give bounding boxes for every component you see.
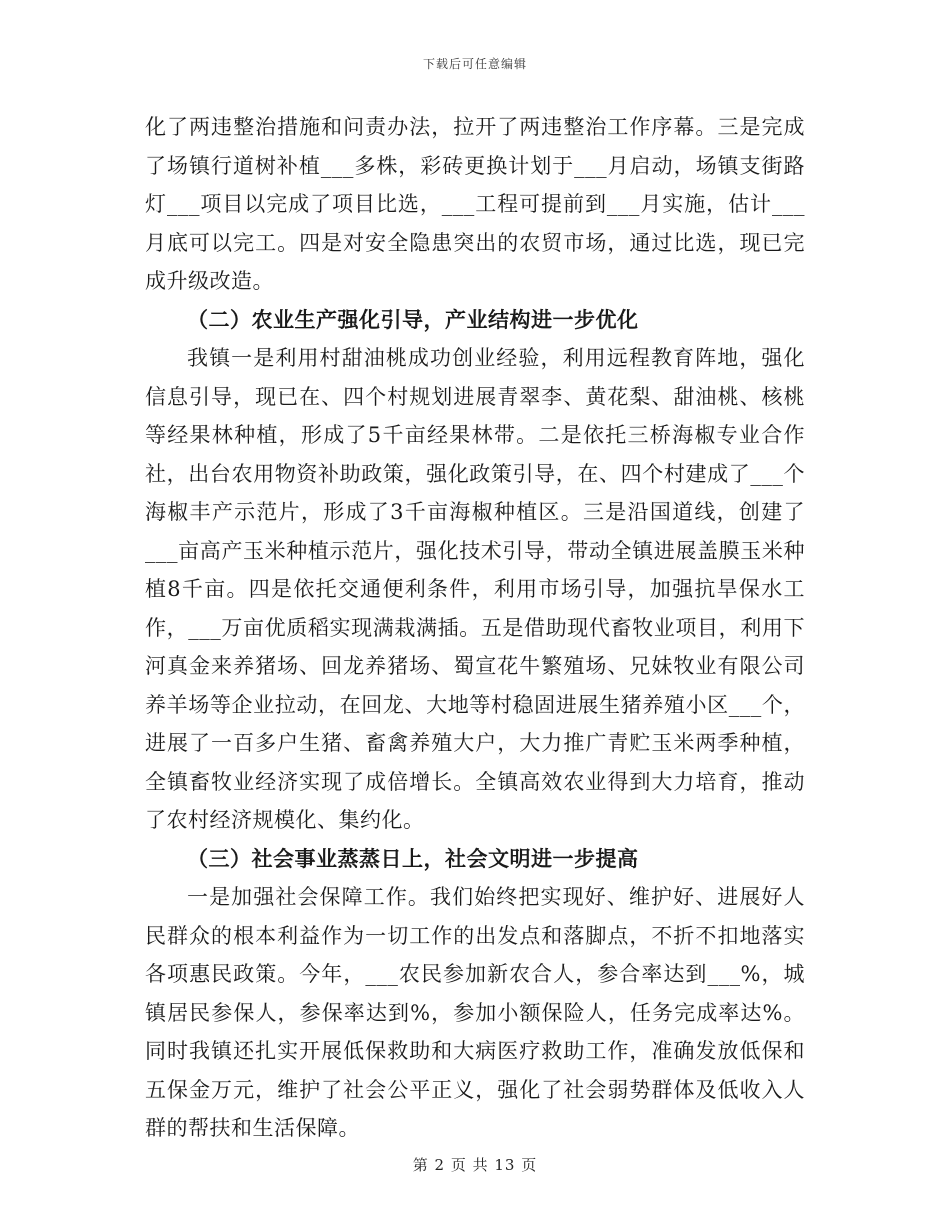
document-body [145,108,805,1148]
header-note: 下载后可任意编辑 [422,57,527,71]
paragraph-agriculture: 我镇一是利用村甜油桃成功创业经验，利用远程教育阵地，强化信息引导，现已在、四个村规划进展青翠李、黄花梨、甜油桃、核桃等经果林种植，形成了5千亩经果林带。二是依托三桥海椒专业合作社，出台农用物资补助政策，强化政策引导，在、四个村建成了___个海椒丰产示范片，形成了3千亩海椒种植区。三是沿国道线，创建了___亩高产玉米种植示范片，强化技术引导，带动全镇进展盖膜玉米种植8千亩。四是依托交通便利条件，利用市场引导，加强抗旱保水工作，___万亩优质稻实现满栽满插。五是借助现代畜牧业项目，利用下河真金来养猪场、回龙养猪场、蜀宣花牛繁殖场、兄妹牧业有限公司养羊场等企业拉动，在回龙、大地等村稳固进展生猪养殖小区___个，进展了一百多户生猪、畜禽养殖大户，大力推广青贮玉米两季种植，全镇畜牧业经济实现了成倍增长。全镇高效农业得到大力培育，推动了农村经济规模化、集约化。 [145,346,805,832]
section-heading-social: （三）社会事业蒸蒸日上，社会文明进一步提高 [187,845,639,871]
paragraph-continuation: 化了两违整治措施和问责办法，拉开了两违整治工作序幕。三是完成了场镇行道树补植___多株，彩砖更换计划于___月启动，场镇支街路灯___项目以完成了项目比选，___工程可提前到___月实施，估计___月底可以完工。四是对安全隐患突出的农贸市场，通过比选，现已完成升级改造。 [145,115,805,293]
page-number-footer: 第 2 页 共 13 页 [412,1156,538,1174]
section-heading-agriculture: （二）农业生产强化引导，产业结构进一步优化 [187,306,639,332]
paragraph-social: 一是加强社会保障工作。我们始终把实现好、维护好、进展好人民群众的根本利益作为一切工作的出发点和落脚点，不折不扣地落实各项惠民政策。今年，___农民参加新农合人，参合率达到___%，城镇居民参保人，参保率达到%，参加小额保险人，任务完成率达%。同时我镇还扎实开展低保救助和大病医疗救助工作，准确发放低保和五保金万元，维护了社会公平正义，强化了社会弱势群体及低收入人群的帮扶和生活保障。 [145,885,805,1140]
